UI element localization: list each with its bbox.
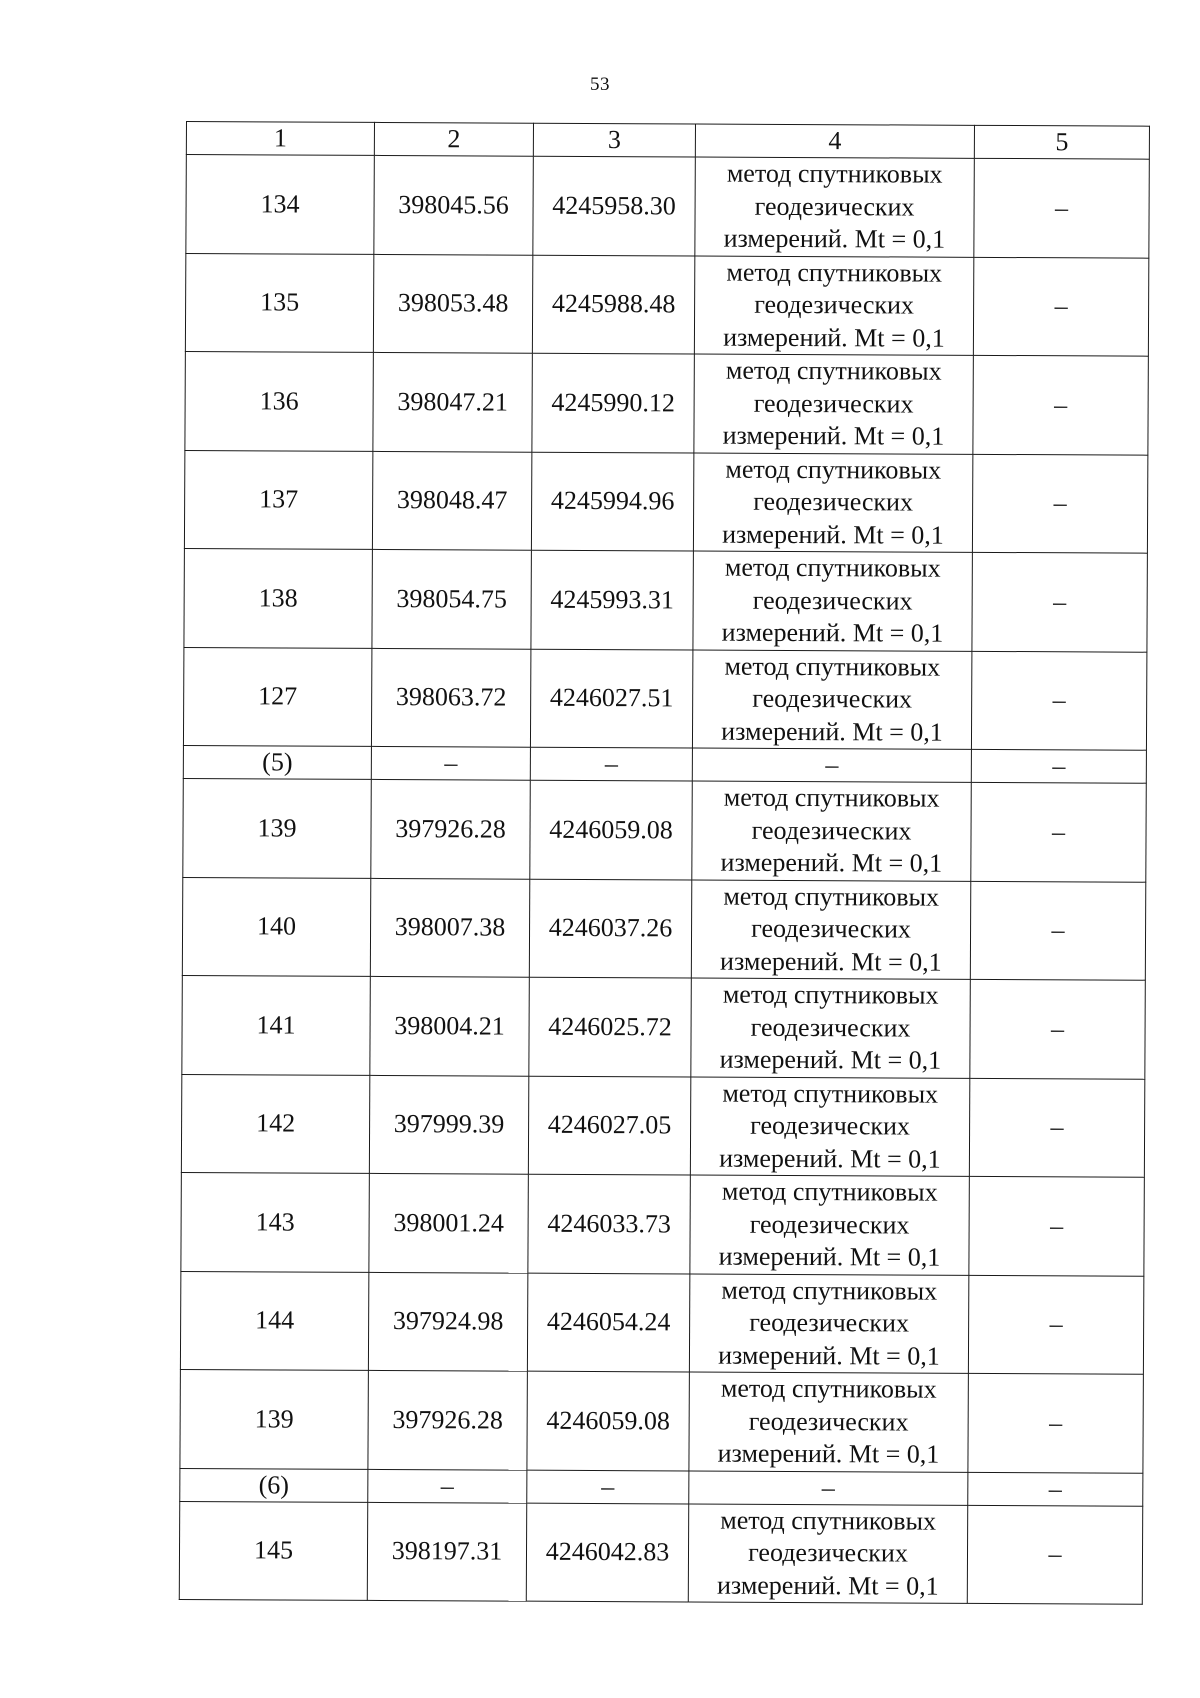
method-cell (689, 1273, 968, 1373)
point-number-cell: 137 (184, 450, 372, 549)
method-line: метод спутниковых (722, 1078, 939, 1109)
note-cell: – (969, 1078, 1144, 1177)
method-line: геодезических (750, 1110, 911, 1141)
method-line: измерений. Mt = 0,1 (723, 223, 946, 254)
method-line: метод спутниковых (724, 651, 941, 682)
method-line: метод спутниковых (720, 1505, 937, 1536)
method-line: геодезических (748, 1406, 909, 1437)
note-cell: – (970, 979, 1145, 1078)
note-cell: – (968, 1275, 1143, 1374)
column-header: 1 (186, 122, 374, 156)
method-cell (694, 354, 973, 454)
method-cell (692, 781, 971, 881)
point-number-cell: 144 (180, 1271, 368, 1370)
column-header: 3 (533, 123, 695, 157)
x-coordinate-cell: 398007.38 (370, 878, 529, 977)
table-row (186, 155, 1149, 258)
method-line: измерений. Mt = 0,1 (720, 946, 942, 977)
method-line: метод спутниковых (721, 1275, 938, 1306)
method-line: геодезических (749, 1307, 910, 1338)
method-line: измерений. Mt = 0,1 (718, 1340, 940, 1371)
table-row (179, 1501, 1142, 1604)
method-line: измерений. Mt = 0,1 (720, 847, 943, 878)
note-cell: – (968, 1373, 1143, 1472)
point-number-cell: 140 (182, 877, 370, 976)
method-line: измерений. Mt = 0,1 (721, 617, 944, 648)
dash-cell: – (692, 748, 971, 782)
x-coordinate-cell: 398001.24 (369, 1173, 528, 1272)
method-line: измерений. Mt = 0,1 (721, 716, 943, 747)
method-line: измерений. Mt = 0,1 (718, 1241, 941, 1272)
y-coordinate-cell: 4246037.26 (529, 879, 691, 978)
y-coordinate-cell: 4245994.96 (531, 452, 693, 551)
method-cell (688, 1503, 967, 1603)
contour-separator-row (183, 745, 1146, 783)
method-line: метод спутниковых (721, 1176, 938, 1207)
method-line: метод спутниковых (724, 552, 941, 583)
table-row (183, 647, 1146, 750)
table-row (185, 351, 1148, 454)
x-coordinate-cell: 397999.39 (369, 1075, 528, 1174)
dash-cell: – (530, 747, 692, 781)
y-coordinate-cell: 4245993.31 (531, 550, 693, 649)
dash-cell: – (689, 1470, 968, 1504)
method-line: измерений. Mt = 0,1 (723, 322, 945, 353)
point-number-cell: 134 (186, 155, 374, 254)
note-cell: – (967, 1505, 1142, 1604)
method-line: метод спутниковых (723, 782, 940, 813)
method-line: геодезических (750, 1012, 911, 1043)
y-coordinate-cell: 4245988.48 (532, 255, 694, 354)
x-coordinate-cell: 397924.98 (368, 1272, 527, 1371)
method-line: геодезических (754, 191, 915, 222)
table-row (180, 1369, 1143, 1472)
point-number-cell: 138 (184, 548, 372, 647)
method-line: измерений. Mt = 0,1 (719, 1143, 941, 1174)
page-number: 53 (590, 74, 610, 95)
dash-cell: – (368, 1469, 527, 1503)
method-cell (691, 978, 970, 1078)
y-coordinate-cell: 4246033.73 (528, 1174, 690, 1273)
point-number-cell: 143 (181, 1172, 369, 1271)
point-number-cell: 127 (183, 647, 371, 746)
note-cell: – (970, 881, 1145, 980)
method-line: геодезических (754, 289, 915, 320)
note-cell: – (973, 355, 1148, 454)
method-line: геодезических (752, 585, 913, 616)
y-coordinate-cell: 4245990.12 (532, 353, 694, 452)
method-cell (690, 1175, 969, 1275)
x-coordinate-cell: 398197.31 (367, 1502, 526, 1601)
point-number-cell: 145 (179, 1501, 367, 1600)
dash-cell: – (527, 1470, 689, 1504)
y-coordinate-cell: 4246059.08 (527, 1371, 689, 1470)
table-row (181, 1074, 1144, 1177)
y-coordinate-cell: 4246054.24 (527, 1273, 689, 1372)
note-cell: – (971, 782, 1146, 881)
y-coordinate-cell: 4246042.83 (526, 1503, 688, 1602)
coordinates-table (179, 121, 1150, 1605)
method-cell (689, 1372, 968, 1472)
point-number-cell: 141 (182, 975, 370, 1074)
column-header: 5 (974, 125, 1149, 159)
x-coordinate-cell: 398045.56 (374, 155, 533, 254)
table-row (184, 450, 1147, 553)
method-cell (695, 157, 974, 257)
method-line: геодезических (752, 683, 913, 714)
point-number-cell: 139 (183, 778, 371, 877)
x-coordinate-cell: 398054.75 (372, 549, 531, 648)
method-line: геодезических (753, 388, 914, 419)
x-coordinate-cell: 398063.72 (371, 648, 530, 747)
x-coordinate-cell: 398053.48 (373, 254, 532, 353)
table-row (183, 778, 1146, 881)
method-line: метод спутниковых (723, 881, 940, 912)
dash-cell: – (371, 746, 530, 780)
y-coordinate-cell: 4246027.05 (528, 1076, 690, 1175)
method-line: метод спутниковых (725, 454, 942, 485)
point-number-cell: 136 (185, 351, 373, 450)
method-cell (691, 879, 970, 979)
x-coordinate-cell: 398047.21 (373, 352, 532, 451)
method-line: метод спутниковых (725, 355, 942, 386)
contour-separator-row (180, 1468, 1143, 1506)
method-cell (693, 452, 972, 552)
x-coordinate-cell: 398048.47 (372, 451, 531, 550)
contour-label-cell: (6) (180, 1468, 368, 1502)
table-row (180, 1271, 1143, 1374)
method-cell (694, 255, 973, 355)
method-line: геодезических (751, 913, 911, 944)
method-line: метод спутниковых (726, 158, 943, 189)
point-number-cell: 139 (180, 1369, 368, 1468)
method-line: измерений. Mt = 0,1 (717, 1438, 940, 1469)
note-cell: – (971, 651, 1146, 750)
method-cell (690, 1076, 969, 1176)
table-row (181, 1172, 1144, 1275)
table-row (184, 548, 1147, 651)
y-coordinate-cell: 4246027.51 (530, 649, 692, 748)
method-line: геодезических (748, 1537, 908, 1568)
table-body (179, 155, 1149, 1605)
note-cell: – (973, 257, 1148, 356)
point-number-cell: 135 (185, 253, 373, 352)
method-line: геодезических (751, 815, 912, 846)
table-row (182, 975, 1145, 1078)
dash-cell: – (971, 749, 1146, 783)
point-number-cell: 142 (181, 1074, 369, 1173)
y-coordinate-cell: 4246025.72 (529, 977, 691, 1076)
y-coordinate-cell: 4245958.30 (533, 156, 695, 255)
column-header: 4 (695, 124, 974, 158)
method-cell (693, 551, 972, 651)
method-line: метод спутниковых (720, 1373, 937, 1404)
method-line: геодезических (749, 1209, 910, 1240)
method-line: измерений. Mt = 0,1 (722, 420, 945, 451)
x-coordinate-cell: 397926.28 (371, 779, 530, 878)
method-cell (692, 649, 971, 749)
table-header-row (186, 122, 1149, 160)
note-cell: – (972, 454, 1147, 553)
method-line: измерений. Mt = 0,1 (719, 1044, 942, 1075)
method-line: геодезических (753, 486, 914, 517)
column-header: 2 (374, 122, 533, 156)
method-line: метод спутниковых (726, 257, 943, 288)
y-coordinate-cell: 4246059.08 (530, 780, 692, 879)
note-cell: – (972, 552, 1147, 651)
method-line: метод спутниковых (722, 979, 939, 1010)
dash-cell: – (968, 1472, 1143, 1506)
x-coordinate-cell: 397926.28 (368, 1370, 527, 1469)
table-row (185, 253, 1148, 356)
method-line: измерений. Mt = 0,1 (716, 1570, 939, 1601)
table-row (182, 877, 1145, 980)
contour-label-cell: (5) (183, 745, 371, 779)
method-line: измерений. Mt = 0,1 (722, 519, 944, 550)
note-cell: – (969, 1176, 1144, 1275)
note-cell: – (974, 158, 1149, 257)
x-coordinate-cell: 398004.21 (370, 976, 529, 1075)
